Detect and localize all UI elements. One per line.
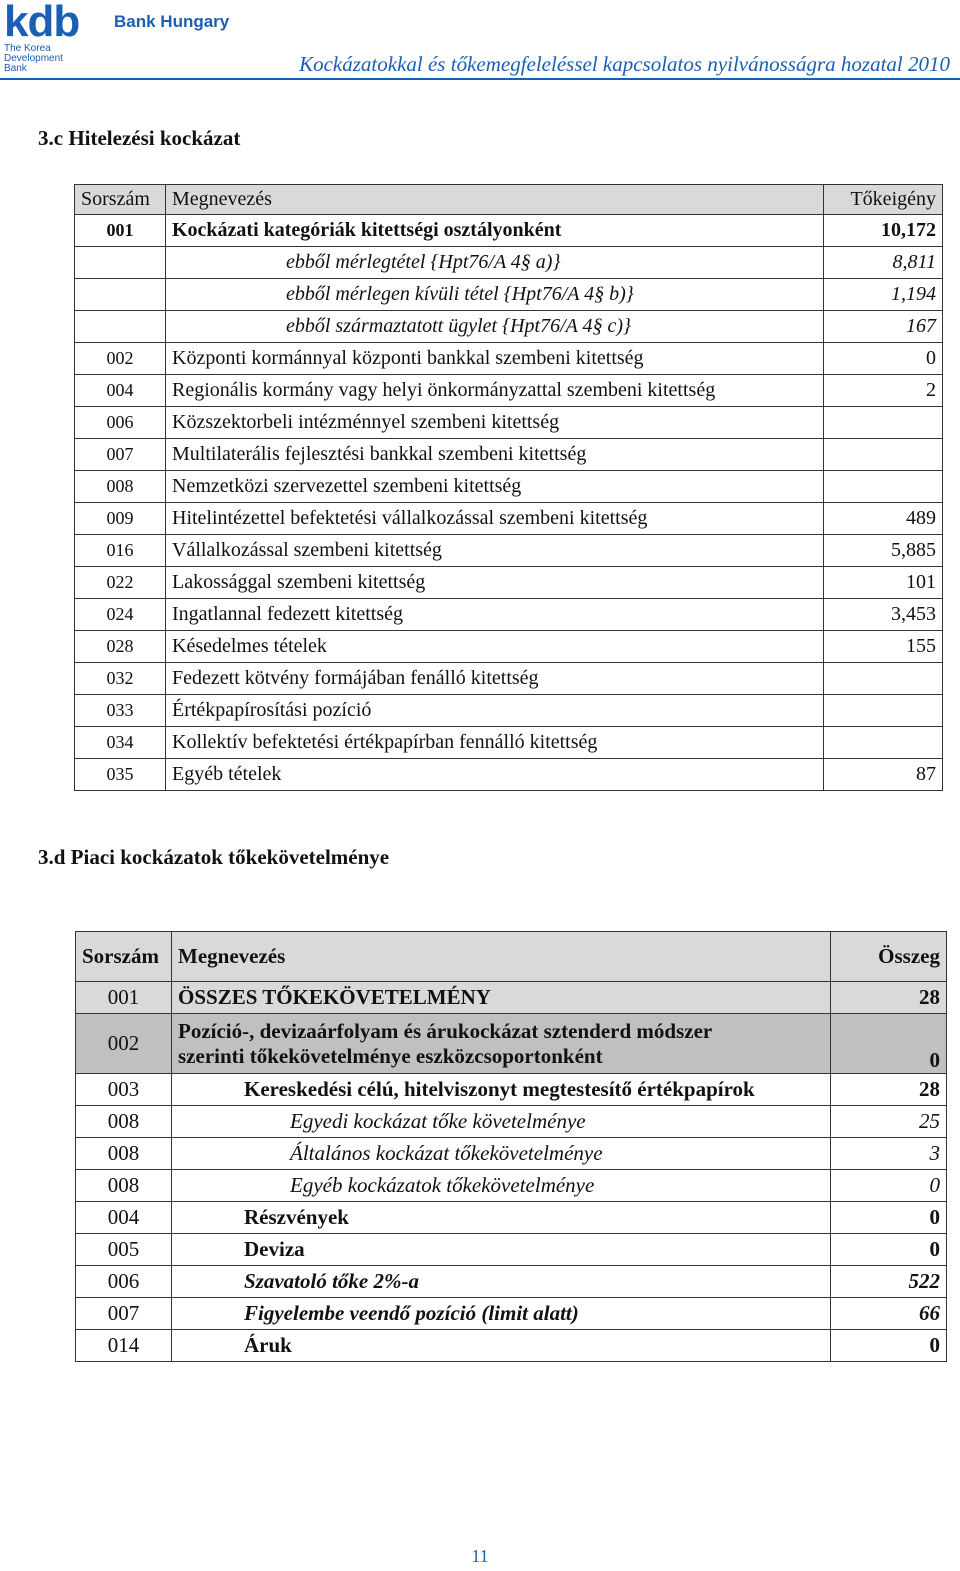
logo-sub-text: The Korea Development Bank xyxy=(4,43,63,74)
table-row: 035 Egyéb tételek 87 xyxy=(75,759,943,791)
table-row: 006 Közszektorbeli intézménnyel szembeni kitettség xyxy=(75,407,943,439)
table-row: ebből mérlegtétel {Hpt76/A 4§ a)} 8,811 xyxy=(75,247,943,279)
table-row: 022 Lakossággal szembeni kitettség 101 xyxy=(75,567,943,599)
col-header-name: Megnevezés xyxy=(172,932,831,982)
table-row: 024 Ingatlannal fedezett kitettség 3,453 xyxy=(75,599,943,631)
page-number: 11 xyxy=(471,1546,489,1566)
table-row: 004 Részvények 0 xyxy=(76,1202,947,1234)
logo-kdb-text: kdb xyxy=(4,0,80,46)
table-row: 014 Áruk 0 xyxy=(76,1330,947,1362)
table-row: 008 Általános kockázat tőkekövetelménye 3 xyxy=(76,1138,947,1170)
col-header-capital: Tőkeigény xyxy=(824,185,943,215)
col-header-amount: Összeg xyxy=(831,932,947,982)
col-header-name: Megnevezés xyxy=(166,185,824,215)
table-row: ebből származtatott ügylet {Hpt76/A 4§ c)} 167 xyxy=(75,311,943,343)
page-header-title: Kockázatokkal és tőkemegfeleléssel kapcsolatos nyilvánosságra hozatal 2010 xyxy=(299,52,950,76)
section-title-credit-risk: 3.c Hitelezési kockázat xyxy=(38,126,241,150)
table-row: 008 Egyéb kockázatok tőkekövetelménye 0 xyxy=(76,1170,947,1202)
table-row: 009 Hitelintézettel befektetési vállalkozással szembeni kitettség 489 xyxy=(75,503,943,535)
col-header-number: Sorszám xyxy=(75,185,166,215)
table-row-total: 001 ÖSSZES TŐKEKÖVETELMÉNY 28 xyxy=(76,982,947,1014)
market-risk-table xyxy=(75,931,947,1362)
section-title-market-risk: 3.d Piaci kockázatok tőkekövetelménye xyxy=(38,845,390,869)
credit-risk-table xyxy=(74,184,943,791)
table-row: 005 Deviza 0 xyxy=(76,1234,947,1266)
table-row: 002 Központi kormánnyal központi bankkal szembeni kitettség 0 xyxy=(75,343,943,375)
table-row: 001 Kockázati kategóriák kitettségi osztályonként 10,172 xyxy=(75,215,943,247)
col-header-number: Sorszám xyxy=(76,932,172,982)
table-row: 006 Szavatoló tőke 2%-a 522 xyxy=(76,1266,947,1298)
kdb-logo xyxy=(4,2,79,74)
table-row: 004 Regionális kormány vagy helyi önkormányzattal szembeni kitettség 2 xyxy=(75,375,943,407)
table-row: 007 Figyelembe veendő pozíció (limit alatt) 66 xyxy=(76,1298,947,1330)
logo-bank-text: Bank Hungary xyxy=(114,12,230,31)
table-row: 033 Értékpapírosítási pozíció xyxy=(75,695,943,727)
table-row: 008 Nemzetközi szervezettel szembeni kitettség xyxy=(75,471,943,503)
table-row: 028 Késedelmes tételek 155 xyxy=(75,631,943,663)
table-row-standard-method: 002 Pozíció-, devizaárfolyam és árukockázat sztenderd módszer szerinti tőkekövetelménye eszközcsoportonként 0 xyxy=(76,1014,947,1074)
table-row: 008 Egyedi kockázat tőke követelménye 25 xyxy=(76,1106,947,1138)
table-row-trading-securities: 003 Kereskedési célú, hitelviszonyt megtestesítő értékpapírok 28 xyxy=(76,1074,947,1106)
table-row: 032 Fedezett kötvény formájában fenálló kitettség xyxy=(75,663,943,695)
header-divider xyxy=(0,78,960,80)
table-row: 016 Vállalkozással szembeni kitettség 5,885 xyxy=(75,535,943,567)
table-row: 034 Kollektív befektetési értékpapírban fennálló kitettség xyxy=(75,727,943,759)
table-row: 007 Multilaterális fejlesztési bankkal szembeni kitettség xyxy=(75,439,943,471)
table-row: ebből mérlegen kívüli tétel {Hpt76/A 4§ b)} 1,194 xyxy=(75,279,943,311)
